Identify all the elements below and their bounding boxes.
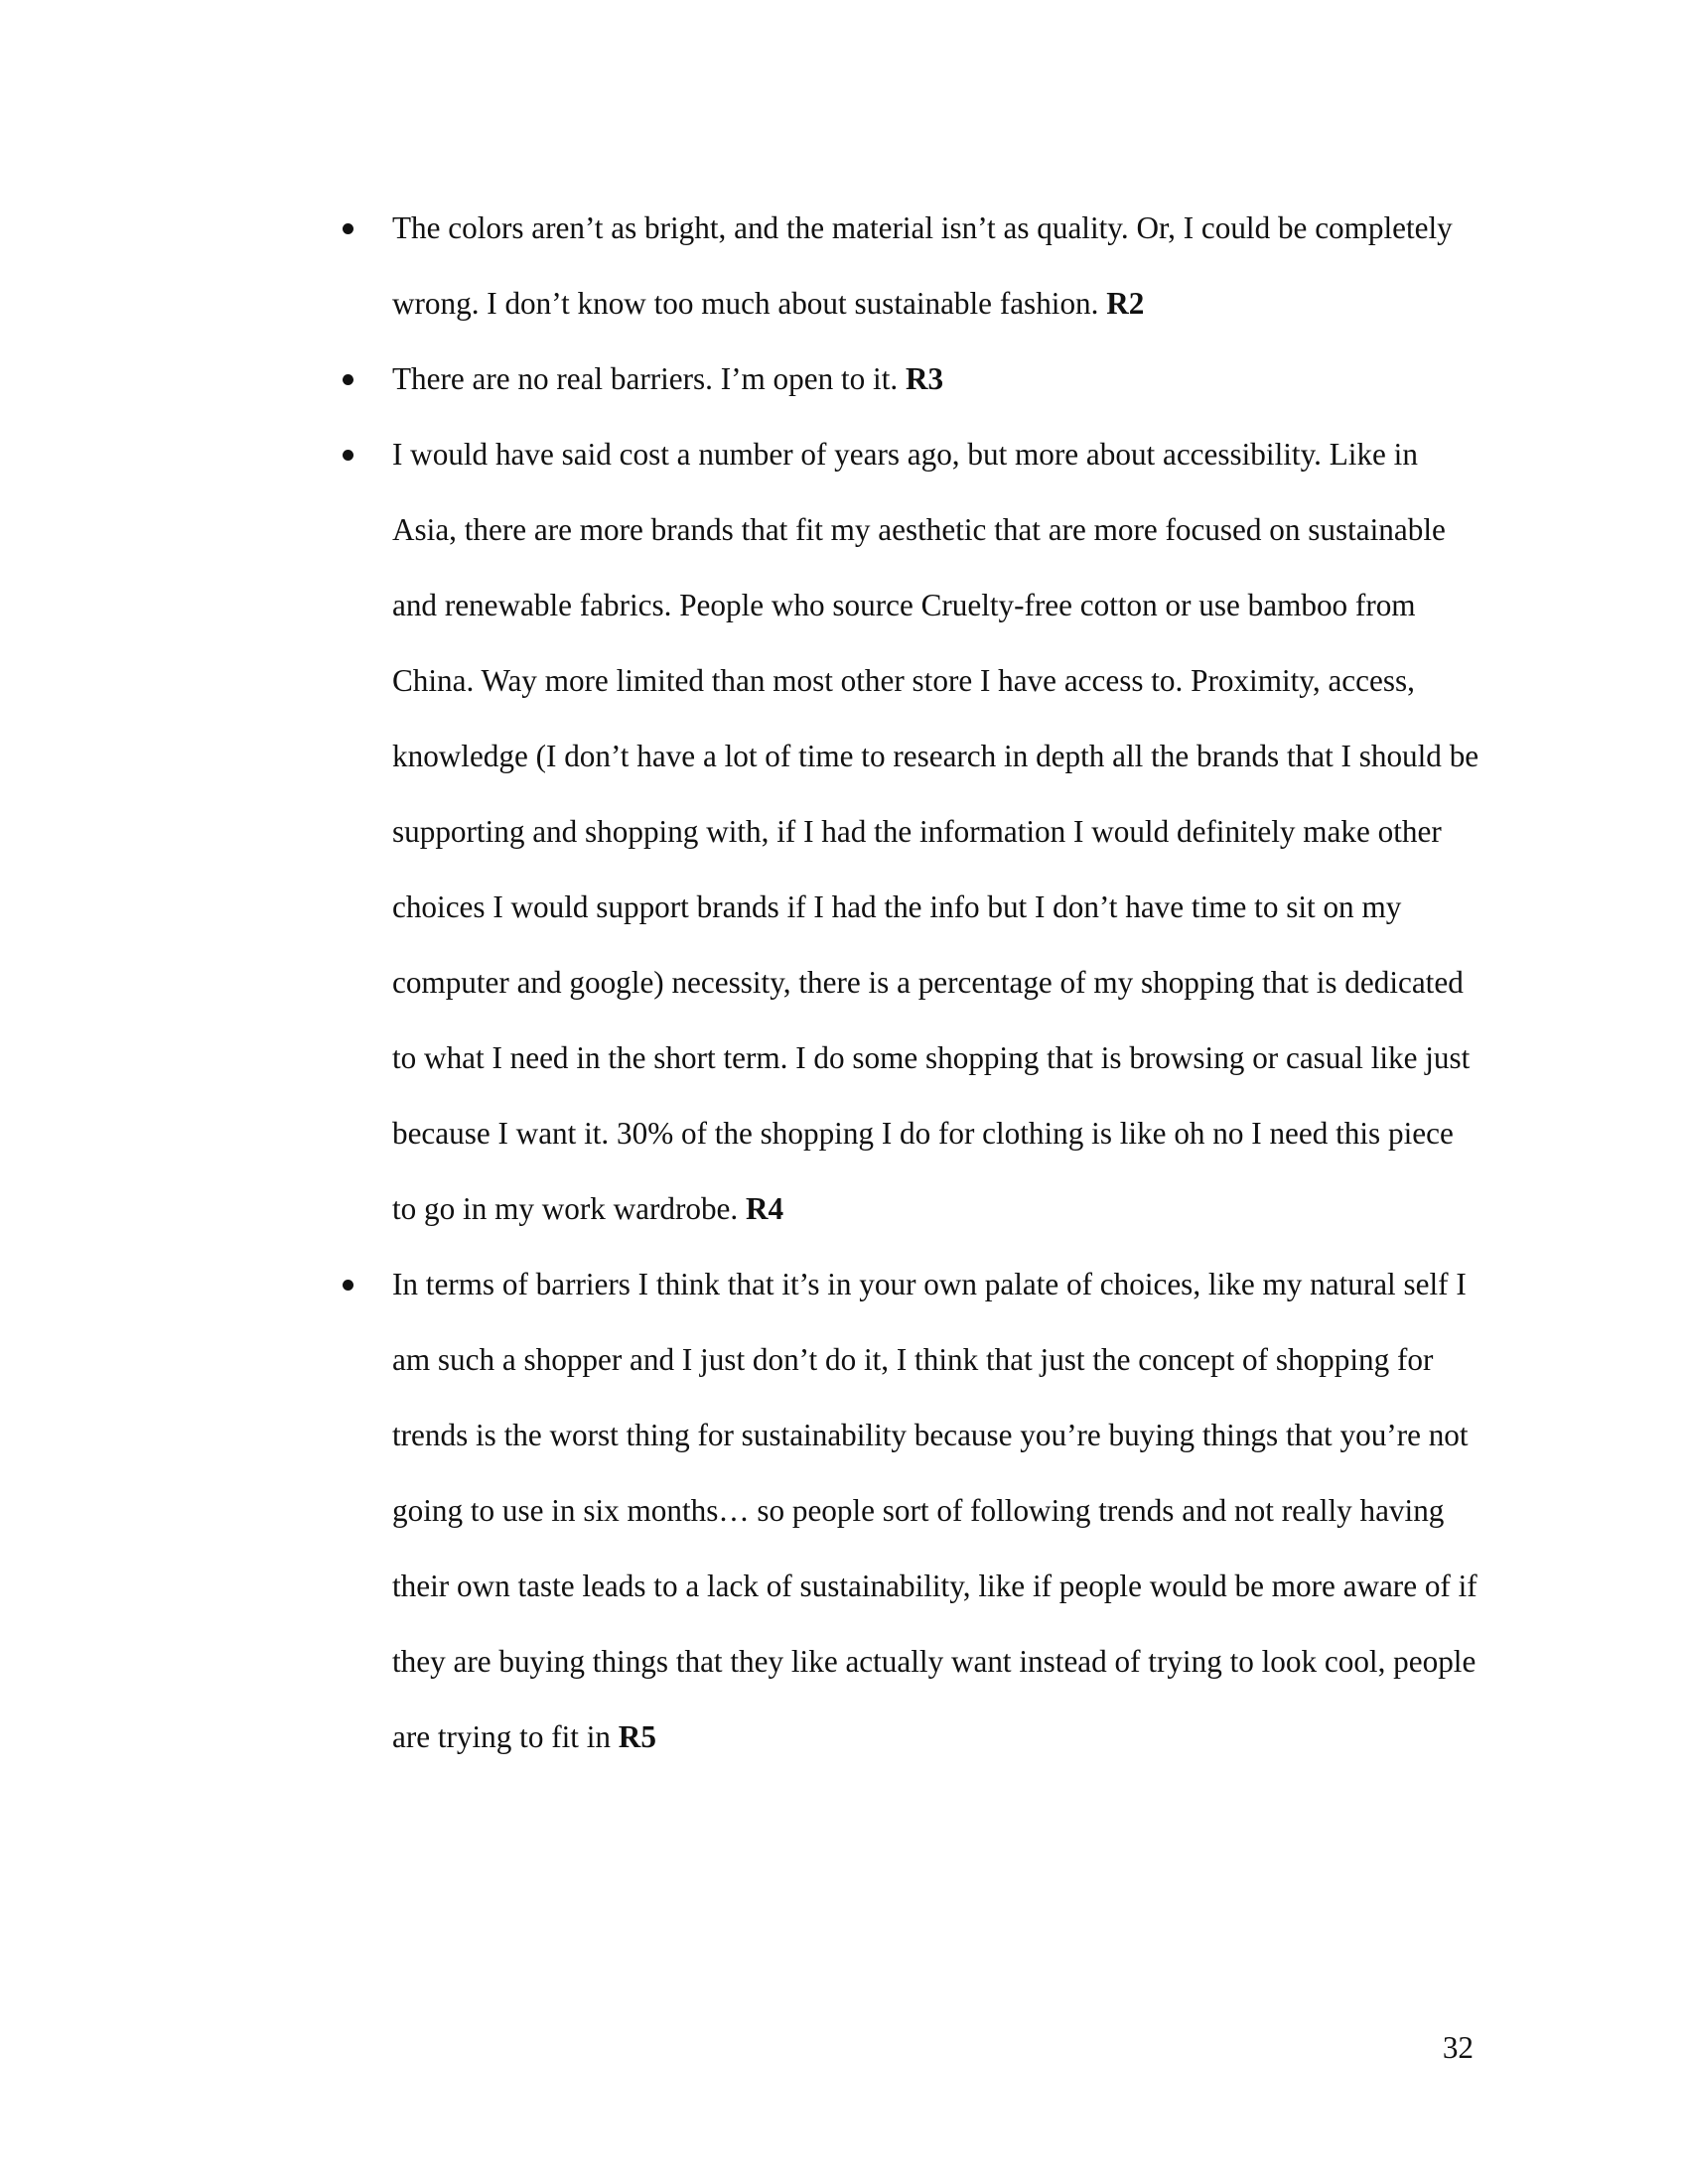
response-text: In terms of barriers I think that it’s in your own palate of choices, like my natural self I am such a shopper and I just don’t do it, I think that just the concept of shopping for trends is the worst thing for sustainability because you’re buying things that you’re not going to use in six months… so people sort of following trends and not really having their own taste leads to a lack of sustainability, like if people would be more aware of if they are buying things that they like actually want instead of trying to look cool, people are trying to fit in	[392, 1267, 1477, 1754]
response-item-r3	[343, 341, 1484, 417]
bullet-icon	[343, 1280, 353, 1291]
bullet-icon	[343, 374, 353, 385]
response-item-r2	[343, 191, 1484, 341]
respondent-label: R2	[1106, 286, 1145, 321]
response-bullet-list	[343, 191, 1484, 1775]
respondent-label: R4	[746, 1191, 784, 1226]
response-text: The colors aren’t as bright, and the material isn’t as quality. Or, I could be completely wrong. I don’t know too much about sustainable fashion.	[392, 210, 1453, 321]
response-text: I would have said cost a number of years ago, but more about accessibility. Like in Asia, there are more brands that fit my aesthetic that are more focused on sustainable and renewable fabrics. People who source Cruelty-free cotton or use bamboo from China. Way more limited than most other store I have access to. Proximity, access, knowledge (I don’t have a lot of time to research in depth all the brands that I should be supporting and shopping with, if I had the information I would definitely make other choices I would support brands if I had the info but I don’t have time to sit on my computer and google) necessity, there is a percentage of my shopping that is dedicated to what I need in the short term. I do some shopping that is browsing or casual like just because I want it. 30% of the shopping I do for clothing is like oh no I need this piece to go in my work wardrobe.	[392, 437, 1479, 1226]
response-text: There are no real barriers. I’m open to it.	[392, 361, 899, 396]
bullet-icon	[343, 223, 353, 234]
respondent-label: R3	[905, 361, 944, 396]
response-item-r4	[343, 417, 1484, 1247]
respondent-label: R5	[618, 1719, 656, 1754]
response-item-r5	[343, 1247, 1484, 1775]
page-number: 32	[1442, 2030, 1474, 2065]
bullet-icon	[343, 450, 353, 461]
